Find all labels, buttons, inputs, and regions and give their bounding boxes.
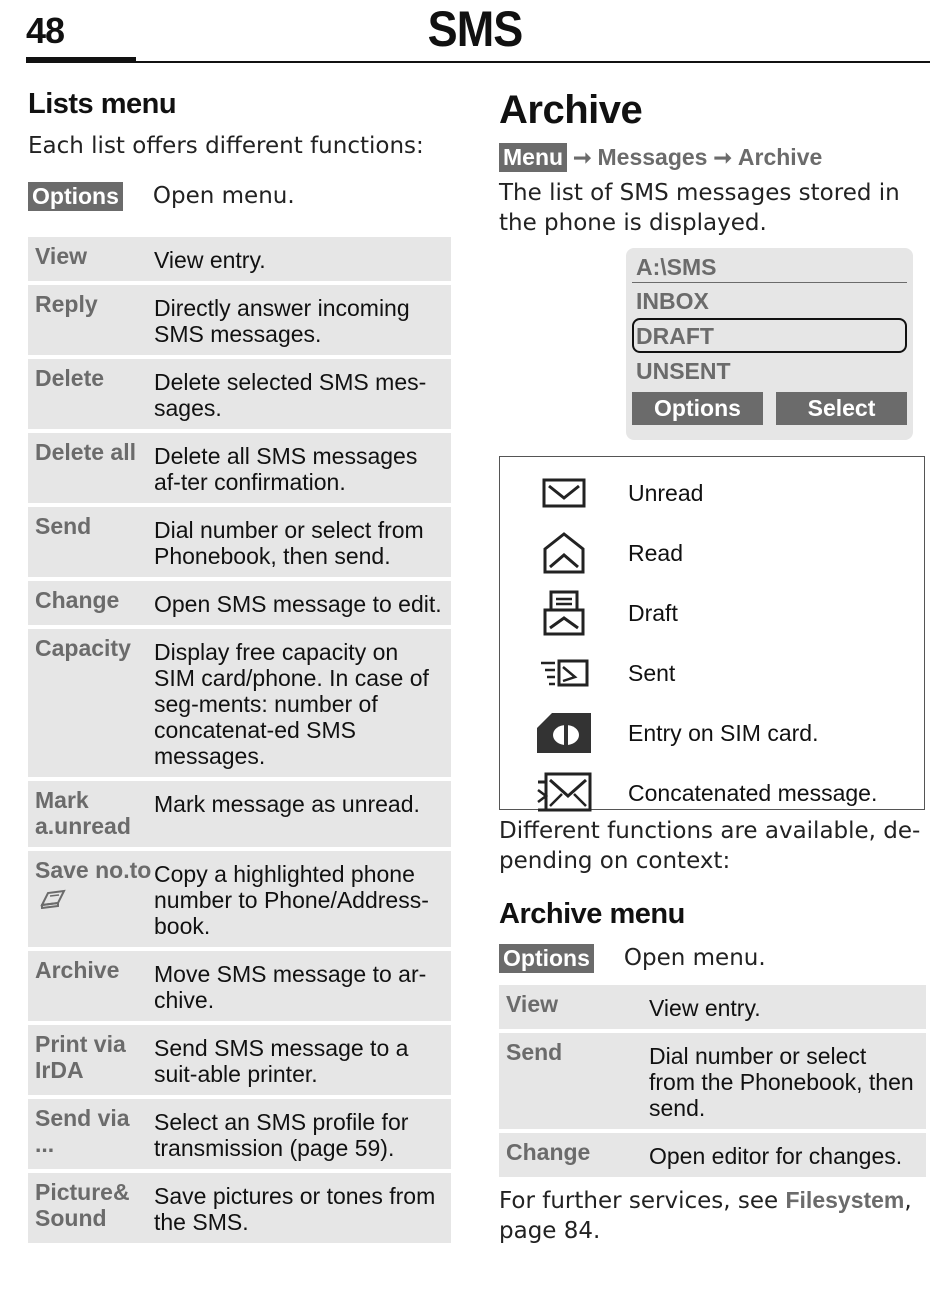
icon-label: Sent: [628, 659, 676, 686]
function-name: Picture& Sound: [35, 1179, 130, 1231]
menu-path-step: Archive: [737, 144, 823, 170]
function-name: Send via ...: [35, 1105, 130, 1157]
list-item: [500, 763, 924, 823]
table-row: [28, 1025, 451, 1095]
function-description: Directly answer incoming SMS messages.: [154, 295, 410, 347]
function-name: Change: [35, 587, 120, 613]
list-item: [500, 463, 924, 523]
options-description: Open menu.: [152, 183, 295, 209]
page-title: SMS: [427, 1, 523, 57]
table-row: [28, 581, 451, 625]
options-button[interactable]: Options: [632, 392, 763, 425]
function-description: View entry.: [154, 247, 266, 273]
table-row: [28, 951, 451, 1021]
menu-path: [499, 143, 926, 172]
footer-text: [499, 1185, 926, 1246]
function-description: View entry.: [649, 995, 761, 1021]
table-row: [499, 1033, 926, 1129]
function-name: Send: [35, 513, 92, 539]
concatenated-message-icon: [536, 772, 592, 814]
phonebook-icon: [39, 887, 67, 909]
screen-list-item-selected[interactable]: DRAFT: [632, 318, 907, 353]
table-row: [28, 285, 451, 355]
function-name: Send: [506, 1039, 563, 1065]
screen-soft-keys: [632, 392, 907, 425]
icon-label: Draft: [628, 599, 678, 626]
screen-list-item[interactable]: INBOX: [636, 287, 709, 314]
screen-list-item[interactable]: UNSENT: [636, 357, 731, 384]
filesystem-link[interactable]: Filesystem: [785, 1187, 905, 1213]
function-name: Reply: [35, 291, 98, 317]
archive-section: [499, 88, 926, 1246]
archive-menu-table: [499, 985, 926, 1177]
page-number: 48: [26, 10, 65, 51]
table-row: [28, 507, 451, 577]
header-rule: [26, 61, 930, 63]
table-row: [28, 237, 451, 281]
options-row: [28, 181, 451, 211]
lists-menu-table: [28, 237, 451, 1243]
function-name: Archive: [35, 957, 120, 983]
list-item: [500, 703, 924, 763]
options-soft-key: Options: [499, 944, 594, 973]
options-description: Open menu.: [623, 945, 766, 971]
function-name: Save no.to: [35, 857, 152, 883]
function-name: Delete: [35, 365, 105, 391]
function-name: Mark a.unread: [35, 787, 131, 839]
list-item: [500, 643, 924, 703]
icon-label: Entry on SIM card.: [628, 719, 819, 746]
context-text: Different functions are available, de-pending on context:: [499, 818, 921, 874]
function-description: Save pictures or tones from the SMS.: [154, 1183, 436, 1235]
table-row: [28, 1173, 451, 1243]
function-description: Copy a highlighted phone number to Phone/Address-book.: [154, 861, 429, 939]
icon-label: Read: [628, 539, 683, 566]
function-name: Delete all: [35, 439, 136, 465]
draft-icon: [542, 590, 586, 636]
lists-menu-heading: Lists menu: [28, 88, 177, 120]
function-description: Mark message as unread.: [154, 791, 420, 817]
function-description: Delete selected SMS mes-sages.: [154, 369, 427, 421]
archive-menu-heading: Archive menu: [499, 898, 685, 930]
archive-intro: The list of SMS messages stored in the phone is displayed.: [499, 180, 900, 236]
phone-screen: [626, 248, 913, 440]
function-name: View: [35, 243, 87, 269]
read-envelope-icon: [542, 531, 586, 575]
footer-suffix: , page 84.: [499, 1188, 912, 1244]
table-row: [28, 781, 451, 847]
lists-menu-section: [28, 88, 451, 1247]
select-button[interactable]: Select: [776, 392, 907, 425]
menu-soft-key: Menu: [499, 143, 567, 172]
icon-legend: [499, 456, 925, 810]
function-description: Dial number or select from Phonebook, then send.: [154, 517, 424, 569]
table-row: [28, 359, 451, 429]
function-name-with-icon: [35, 857, 154, 939]
function-name: Change: [506, 1139, 591, 1165]
lists-menu-intro: Each list offers different functions:: [28, 133, 424, 159]
menu-path-step: Messages: [597, 144, 708, 170]
unread-envelope-icon: [542, 478, 586, 508]
table-row: [28, 433, 451, 503]
arrow-right-icon: ➞: [573, 144, 592, 170]
options-row: [499, 943, 926, 973]
sent-icon: [539, 657, 589, 689]
function-name: View: [506, 991, 558, 1017]
archive-heading: Archive: [499, 88, 643, 132]
function-name: Capacity: [35, 635, 131, 661]
table-row: [28, 1099, 451, 1169]
options-soft-key: Options: [28, 182, 123, 211]
function-description: Display free capacity on SIM card/phone. In case of seg-ments: number of concatenat-ed SMS messages.: [154, 639, 429, 769]
function-name: Print via IrDA: [35, 1031, 126, 1083]
table-row: [499, 1133, 926, 1177]
list-item: [500, 523, 924, 583]
footer-prefix: For further services, see: [499, 1188, 786, 1214]
screen-title: A:\SMS: [632, 252, 907, 283]
icon-label: Unread: [628, 479, 704, 506]
list-item: [500, 583, 924, 643]
table-row: [499, 985, 926, 1029]
function-description: Open SMS message to edit.: [154, 591, 442, 617]
function-description: Move SMS message to ar-chive.: [154, 961, 427, 1013]
table-row: [28, 851, 451, 947]
function-description: Send SMS message to a suit-able printer.: [154, 1035, 409, 1087]
icon-label: Concatenated message.: [628, 779, 878, 806]
table-row: [28, 629, 451, 777]
sim-card-icon: [536, 712, 592, 754]
arrow-right-icon: ➞: [713, 144, 732, 170]
function-description: Delete all SMS messages af-ter confirmation.: [154, 443, 418, 495]
function-description: Select an SMS profile for transmission (page 59).: [154, 1109, 409, 1161]
function-description: Open editor for changes.: [649, 1143, 903, 1169]
function-description: Dial number or select from the Phonebook, then send.: [649, 1043, 914, 1121]
